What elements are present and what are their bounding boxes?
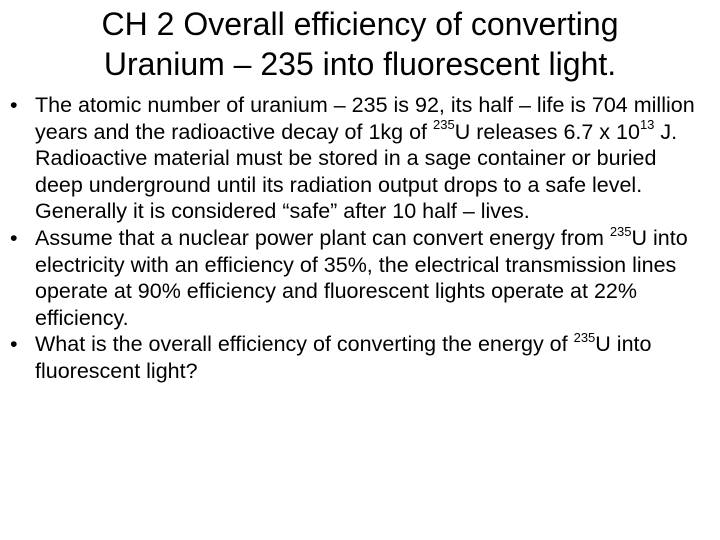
superscript: 235	[609, 223, 632, 239]
superscript: 235	[433, 117, 455, 133]
title-line-1: CH 2 Overall efficiency of converting	[101, 6, 619, 42]
superscript: 235	[573, 330, 596, 346]
bullet-item	[8, 225, 708, 331]
superscript: 13	[639, 117, 655, 133]
bullet-item	[8, 331, 708, 384]
bullet-list	[8, 92, 708, 385]
bullet-icon: •	[10, 93, 18, 117]
bullet-text: Assume that a nuclear power plant can convert energy from	[35, 225, 610, 250]
bullet-item	[8, 92, 708, 225]
bullet-text: J. Radioactive material must be stored in a sage container or buried deep underground until its radiation output drops to a safe level. Generally it is considered “safe” after 10 half – lives.	[35, 119, 678, 224]
bullet-text: U into fluorescent light?	[35, 332, 652, 383]
bullet-text: U into electricity with an efficiency of 35%, the electrical transmission lines operate at 90% efficiency and fluorescent lights operate at 22% efficiency.	[35, 225, 688, 330]
bullet-text: The atomic number of uranium – 235 is 92, its half – life is 704 million years and the radioactive decay of 1kg of	[35, 93, 695, 144]
bullet-text: What is the overall efficiency of converting the energy of	[35, 332, 574, 357]
title-line-2: Uranium – 235 into fluorescent light.	[103, 46, 617, 82]
bullet-text: U releases 6.7 x 10	[454, 119, 640, 144]
bullet-icon: •	[10, 332, 18, 357]
slide-title	[40, 4, 680, 84]
bullet-icon: •	[10, 225, 18, 250]
